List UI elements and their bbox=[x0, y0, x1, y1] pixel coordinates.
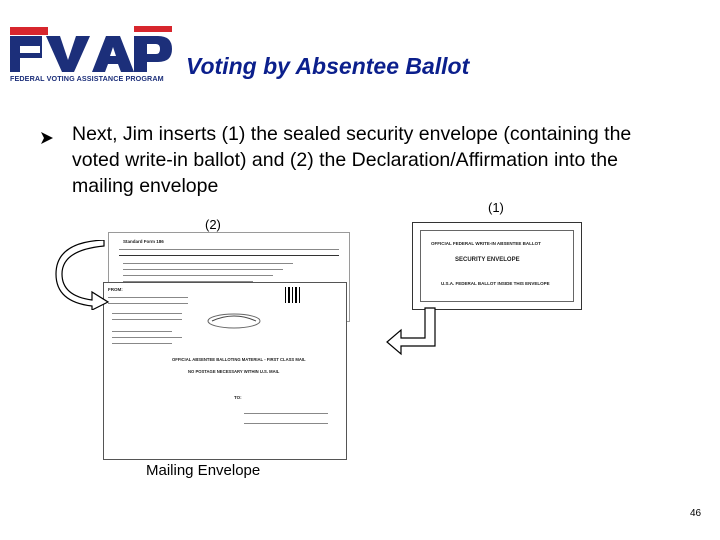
bullet-arrow-icon bbox=[40, 131, 54, 145]
fvap-logo bbox=[10, 22, 175, 92]
security-envelope-title: SECURITY ENVELOPE bbox=[455, 257, 520, 263]
elbow-arrow-icon bbox=[385, 306, 441, 366]
slide-title: Voting by Absentee Ballot bbox=[186, 53, 470, 79]
mailing-envelope-image bbox=[103, 282, 347, 460]
mailing-envelope-caption: Mailing Envelope bbox=[146, 462, 261, 479]
label-declaration: (2) bbox=[205, 217, 221, 232]
logo-subtitle: FEDERAL VOTING ASSISTANCE PROGRAM bbox=[10, 74, 164, 83]
security-envelope-image bbox=[412, 222, 582, 310]
envelope-from: FROM: bbox=[108, 287, 123, 292]
envelope-banner: OFFICIAL ABSENTEE BALLOTING MATERIAL - FIRST CLASS MAIL bbox=[172, 357, 306, 362]
security-envelope-heading: OFFICIAL FEDERAL WRITE-IN ABSENTEE BALLOT bbox=[431, 241, 541, 246]
fvap-logo-mark bbox=[10, 22, 175, 72]
eagle-seal-icon bbox=[204, 311, 264, 331]
barcode-icon bbox=[284, 287, 304, 303]
curved-arrow-icon bbox=[54, 240, 114, 310]
label-security-envelope: (1) bbox=[488, 200, 504, 215]
page-number: 46 bbox=[690, 508, 702, 519]
form-number: Standard Form 186 bbox=[123, 239, 164, 244]
envelope-to: TO: bbox=[234, 395, 242, 400]
security-envelope-footer: U.S.A. FEDERAL BALLOT INSIDE THIS ENVELOPE bbox=[441, 281, 550, 286]
bullet-text: Next, Jim inserts (1) the sealed security envelope (containing the voted write-in ballot) and (2) the Declaration/Affirmation into the mailing envelope bbox=[72, 123, 632, 197]
envelope-postage: NO POSTAGE NECESSARY WITHIN U.S. MAIL bbox=[188, 369, 280, 374]
